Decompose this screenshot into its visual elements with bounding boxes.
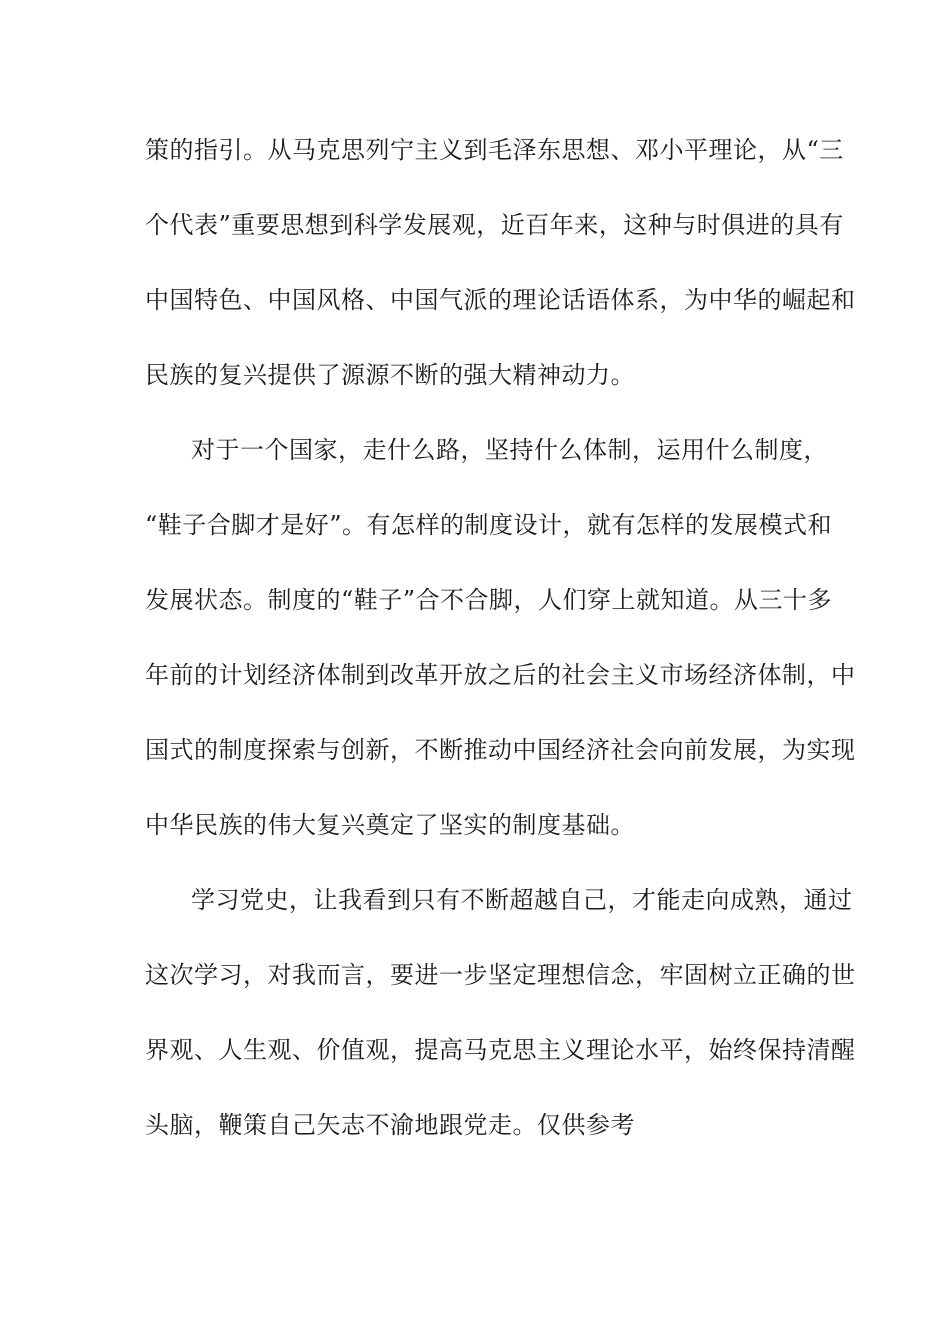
paragraph-first-line: 对于一个国家，走什么路，坚持什么体制，运用什么制度， <box>191 436 828 464</box>
text-line: “鞋子合脚才是好”。有怎样的制度设计，就有怎样的发展模式和 <box>145 511 833 539</box>
text-line: 这次学习，对我而言，要进一步坚定理想信念，牢固树立正确的世 <box>145 961 856 989</box>
text-line: 中国特色、中国风格、中国气派的理论话语体系，为中华的崛起和 <box>145 286 856 314</box>
text-line: 策的指引。从马克思列宁主义到毛泽东思想、邓小平理论，从“三 <box>145 136 844 164</box>
text-line: 个代表”重要思想到科学发展观，近百年来，这种与时俱进的具有 <box>145 211 844 239</box>
text-line: 发展状态。制度的“鞋子”合不合脚，人们穿上就知道。从三十多 <box>145 586 833 614</box>
text-line: 国式的制度探索与创新，不断推动中国经济社会向前发展，为实现 <box>145 736 856 764</box>
text-line: 中华民族的伟大复兴奠定了坚实的制度基础。 <box>145 811 635 839</box>
text-line: 年前的计划经济体制到改革开放之后的社会主义市场经济体制，中 <box>145 661 856 689</box>
text-line: 界观、人生观、价值观，提高马克思主义理论水平，始终保持清醒 <box>145 1036 856 1064</box>
text-line: 头脑，鞭策自己矢志不渝地跟党走。仅供参考 <box>145 1111 635 1139</box>
paragraph-first-line: 学习党史，让我看到只有不断超越自己，才能走向成熟，通过 <box>191 886 853 914</box>
text-line: 民族的复兴提供了源源不断的强大精神动力。 <box>145 361 635 389</box>
